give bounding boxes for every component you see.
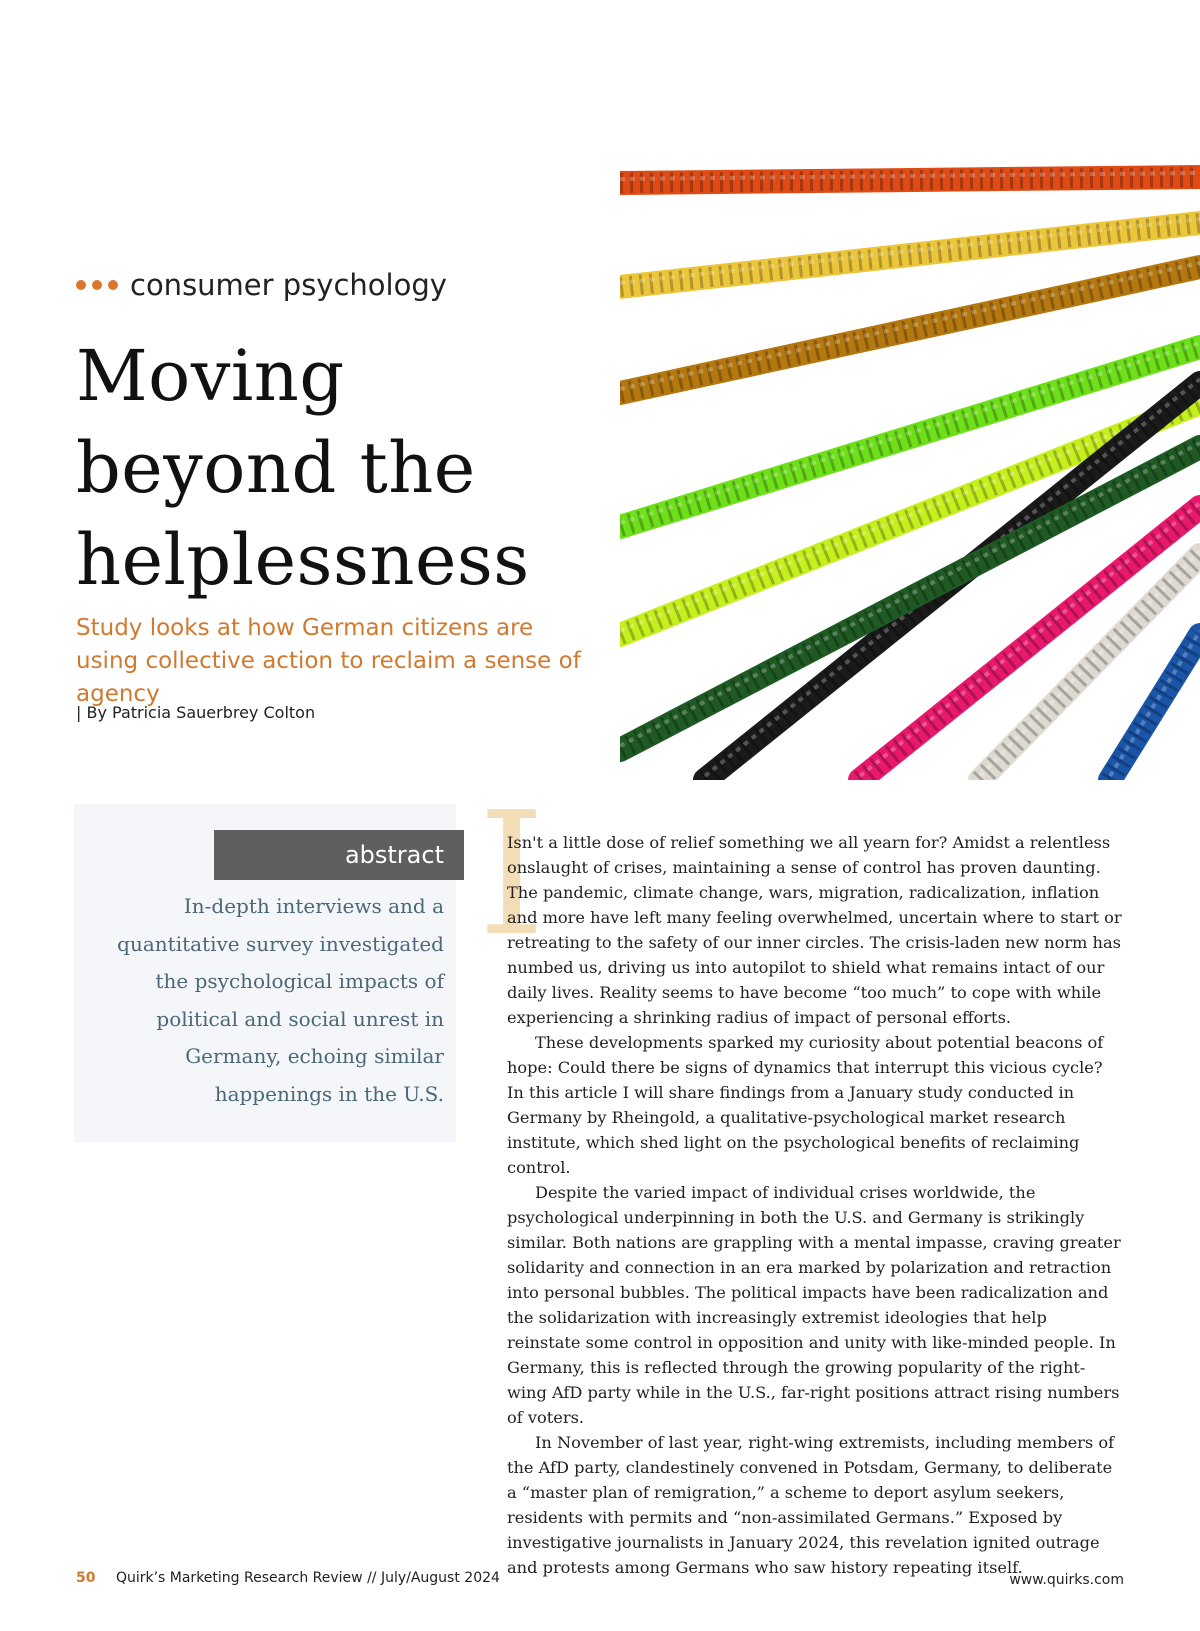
byline: | By Patricia Sauerbrey Colton <box>76 703 316 722</box>
hero-image <box>620 165 1200 780</box>
colored-cords-photo-icon <box>620 165 1200 780</box>
publication-name: Quirk’s Marketing Research Review // July/August 2024 <box>115 1570 500 1586</box>
cord <box>1110 635 1200 780</box>
footer-website: www.quirks.com <box>1009 1572 1124 1588</box>
bullet-dots-icon <box>76 280 118 290</box>
section-label: consumer psychology <box>130 268 447 302</box>
article-paragraph: These developments sparked my curiosity about potential beacons of hope: Could there be signs of dynamics that interrupt this vicious cycle? In this article I will share findings from a January study conducted in Germany by Rheingold, a qualitative-psychological market research institute, which shed light on the psychological benefits of reclaiming control. <box>507 1033 1104 1177</box>
page-number: 50 <box>76 1570 96 1586</box>
section-kicker <box>76 268 447 302</box>
article-paragraph: Despite the varied impact of individual crises worldwide, the psychological underpinning in both the U.S. and Germany is strikingly similar. Both nations are grappling with a mental impasse, craving greater solidarity and connection in an era marked by polarization and retraction into personal bubbles. The political impacts have been radicalization and the solidarization with increasingly extremist ideologies that help reinstate some control in opposition and unity with like-minded people. In Germany, this is reflected through the growing popularity of the right-wing AfD party while in the U.S., far-right positions attract rising numbers of voters. <box>507 1183 1121 1427</box>
article-paragraph: Isn't a little dose of relief something we all yearn for? Amidst a relentless onslaught of crises, maintaining a sense of control has proven daunting. The pandemic, climate change, wars, migration, radicalization, inflation and more have left many feeling overwhelmed, uncertain where to start or retreating to the safety of our inner circles. The crisis-laden new norm has numbed us, driving us into autopilot to shield what remains intact of our daily lives. Reality seems to have become “too much” to cope with while experiencing a shrinking radius of impact of personal efforts. <box>507 833 1122 1027</box>
article-paragraph: In November of last year, right-wing extremists, including members of the AfD party, clandestinely convened in Potsdam, Germany, to deliberate a “master plan of remigration,” a scheme to deport asylum seekers, residents with permits and “non-assimilated Germans.” Exposed by investigative journalists in January 2024, this revelation ignited outrage and protests among Germans who saw history repeating itself. <box>507 1433 1115 1577</box>
article-body <box>507 830 1123 1580</box>
abstract-text: In-depth interviews and a quantitative survey investigated the psychological impacts of political and social unrest in Germany, echoing similar happenings in the U.S. <box>117 894 444 1106</box>
article-title: Moving beyond the helplessness <box>76 335 530 601</box>
article-subtitle: Study looks at how German citizens are using collective action to reclaim a sense of agency <box>76 615 581 707</box>
abstract-label: abstract <box>214 830 464 880</box>
drop-cap: I <box>478 776 546 974</box>
footer-publication <box>76 1570 500 1586</box>
